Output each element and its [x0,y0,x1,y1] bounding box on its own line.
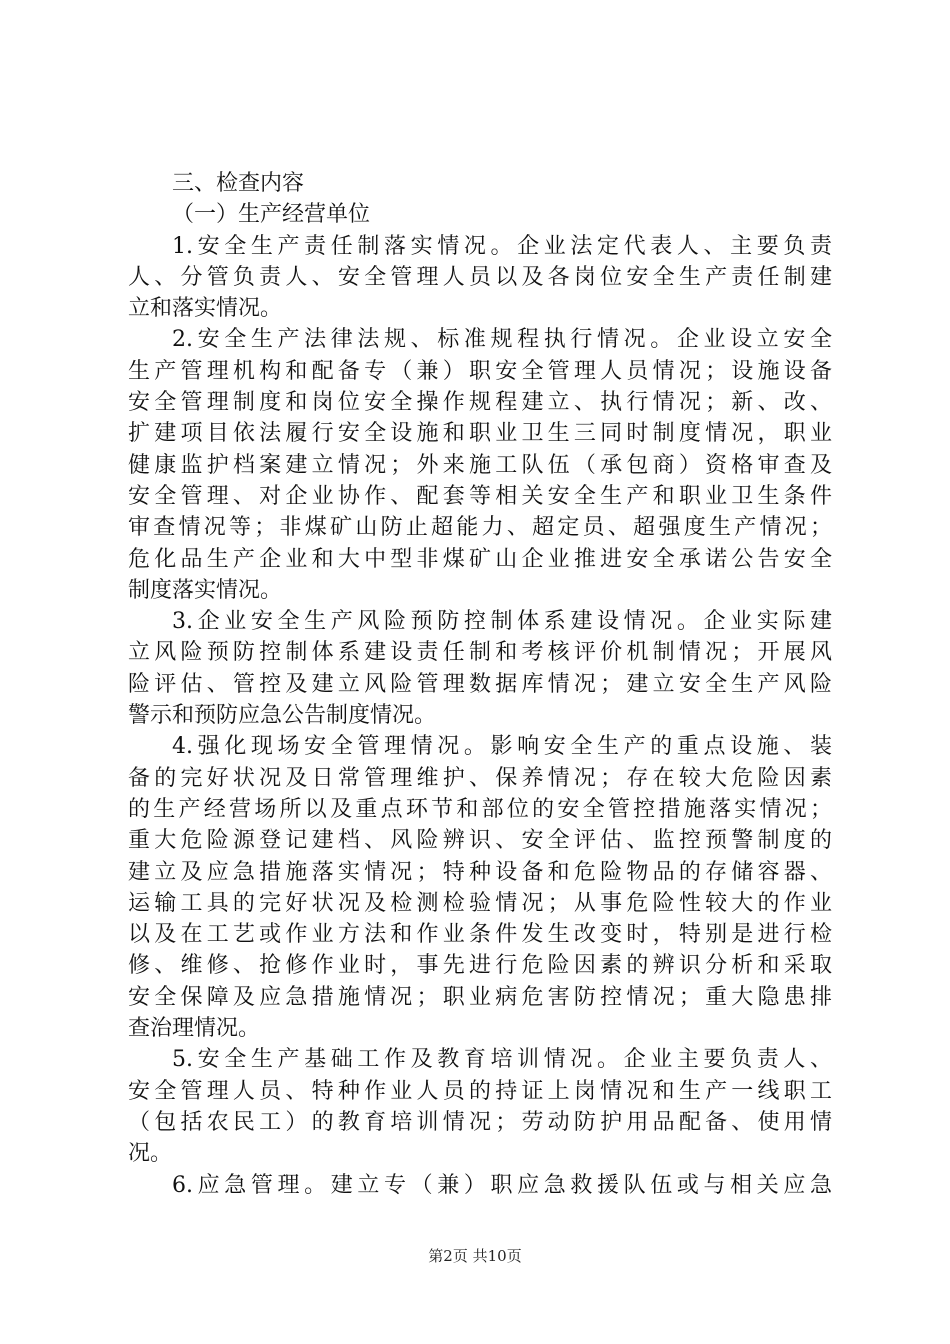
text-line: （包括农民工）的教育培训情况；劳动防护用品配备、使用情 [128,1109,832,1135]
text-line: 以及在工艺或作业方法和作业条件发生改变时，特别是进行检 [128,922,832,948]
text-line: 健康监护档案建立情况；外来施工队伍（承包商）资格审查及 [128,452,832,478]
text-line: 重大危险源登记建档、风险辨识、安全评估、监控预警制度的 [128,828,832,854]
text-line: 安全管理制度和岗位安全操作规程建立、执行情况；新、改、 [128,390,832,416]
text-line: （一）生产经营单位 [172,202,371,228]
text-line: 5.安全生产基础工作及教育培训情况。企业主要负责人、 [172,1047,832,1073]
text-line: 查治理情况。 [128,1016,261,1042]
text-line: 立风险预防控制体系建设责任制和考核评价机制情况；开展风 [128,640,832,666]
text-line: 人、分管负责人、安全管理人员以及各岗位安全生产责任制建 [128,264,832,290]
text-line: 审查情况等；非煤矿山防止超能力、超定员、超强度生产情况； [128,515,832,541]
text-line: 立和落实情况。 [128,296,283,322]
text-line: 制度落实情况。 [128,577,283,603]
text-line: 扩建项目依法履行安全设施和职业卫生三同时制度情况，职业 [128,421,832,447]
text-line: 建立及应急措施落实情况；特种设备和危险物品的存储容器、 [128,859,832,885]
text-line: 安全保障及应急措施情况；职业病危害防控情况；重大隐患排 [128,984,832,1010]
text-line: 生产管理机构和配备专（兼）职安全管理人员情况；设施设备 [128,358,832,384]
text-line: 运输工具的完好状况及检测检验情况；从事危险性较大的作业 [128,890,832,916]
text-line: 2.安全生产法律法规、标准规程执行情况。企业设立安全 [172,327,832,353]
text-line: 安全管理人员、特种作业人员的持证上岗情况和生产一线职工 [128,1078,832,1104]
text-line: 的生产经营场所以及重点环节和部位的安全管控措施落实情况； [128,796,832,822]
page-footer: 第2页 共10页 [428,1247,522,1265]
text-line: 6.应急管理。建立专（兼）职应急救援队伍或与相关应急 [172,1172,832,1198]
text-line: 警示和预防应急公告制度情况。 [128,703,437,729]
text-line: 4.强化现场安全管理情况。影响安全生产的重点设施、装 [172,734,832,760]
text-line: 修、维修、抢修作业时，事先进行危险因素的辨识分析和采取 [128,953,832,979]
text-line: 1.安全生产责任制落实情况。企业法定代表人、主要负责 [172,233,832,259]
text-line: 3.企业安全生产风险预防控制体系建设情况。企业实际建 [172,609,832,635]
text-line: 三、检查内容 [172,171,305,196]
text-line: 况。 [128,1141,173,1167]
document-body [128,168,832,1201]
text-line: 险评估、管控及建立风险管理数据库情况；建立安全生产风险 [128,671,832,697]
text-line: 安全管理、对企业协作、配套等相关安全生产和职业卫生条件 [128,483,832,509]
text-line: 危化品生产企业和大中型非煤矿山企业推进安全承诺公告安全 [128,546,832,572]
text-line: 备的完好状况及日常管理维护、保养情况；存在较大危险因素 [128,765,832,791]
